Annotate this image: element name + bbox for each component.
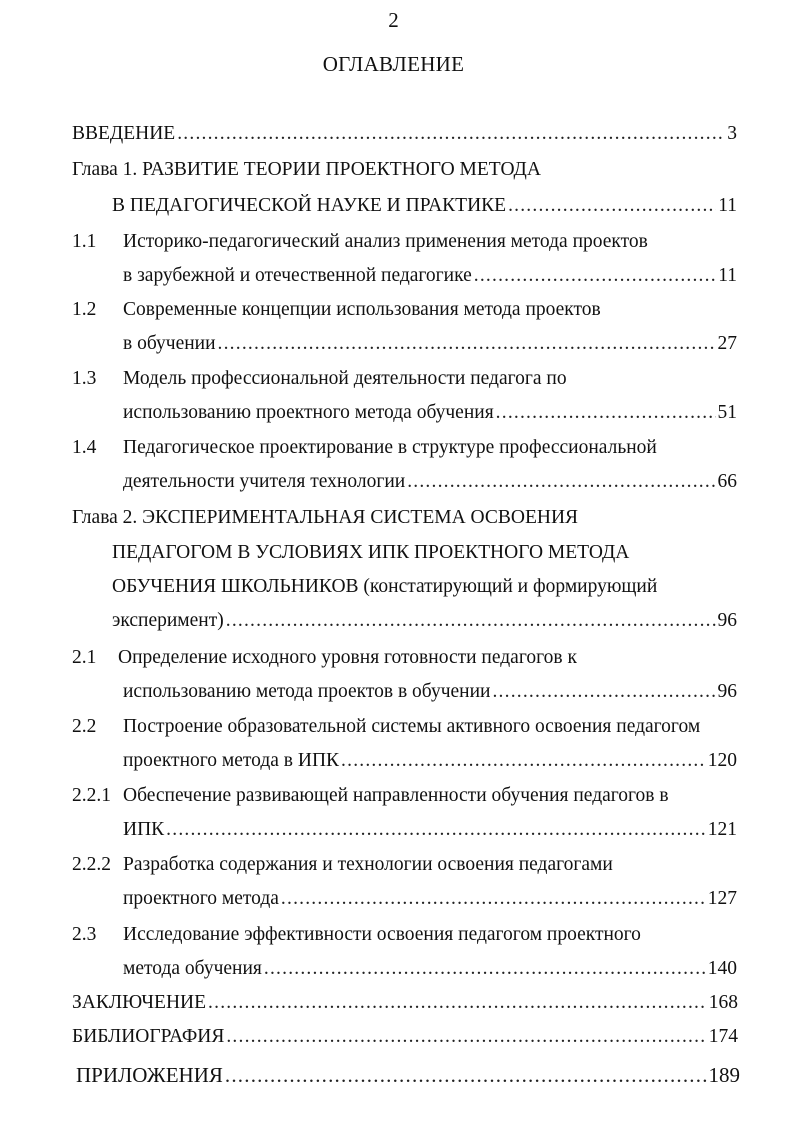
toc-chapter-1-title[interactable]: Глава 1. РАЗВИТИЕ ТЕОРИИ ПРОЕКТНОГО МЕТОДА [72, 159, 541, 180]
toc-entry-title: в зарубежной и отечественной педагогике [123, 265, 472, 286]
leader-dots [281, 886, 706, 912]
leader-dots [508, 193, 716, 219]
leader-dots [407, 469, 715, 495]
toc-entry-title: ПРИЛОЖЕНИЯ [76, 1063, 223, 1087]
toc-section-1-1[interactable] [123, 263, 737, 289]
leader-dots [218, 331, 716, 357]
toc-section-2-2-1-title[interactable]: Обеспечение развивающей направленности обучения педагогов в [123, 785, 669, 806]
toc-page-number: 140 [707, 958, 737, 979]
toc-entry-title: ИПК [123, 819, 165, 840]
toc-page-number: 168 [708, 992, 738, 1013]
toc-page-number: 51 [717, 402, 737, 423]
toc-chapter-2-title[interactable]: Глава 2. ЭКСПЕРИМЕНТАЛЬНАЯ СИСТЕМА ОСВОЕНИЯ [72, 507, 579, 528]
leader-dots [264, 956, 706, 982]
section-number: 1.3 [72, 368, 97, 389]
toc-page-number: 120 [707, 750, 737, 771]
toc-page-number: 127 [707, 888, 737, 909]
toc-section-2-2[interactable] [123, 748, 737, 774]
toc-entry-title: деятельности учителя технологии [123, 471, 406, 492]
section-number: 1.2 [72, 299, 97, 320]
toc-entry-title: метода обучения [123, 958, 262, 979]
toc-page-number: 189 [708, 1063, 740, 1087]
toc-section-2-2-2-title[interactable]: Разработка содержания и технологии освоения педагогами [123, 854, 613, 875]
section-number: 1.1 [72, 231, 97, 252]
leader-dots [341, 748, 706, 774]
leader-dots [208, 990, 707, 1016]
toc-page-number: 66 [717, 471, 737, 492]
leader-dots [225, 1062, 707, 1088]
toc-chapter-2-title-cont[interactable]: ПЕДАГОГОМ В УСЛОВИЯХ ИПК ПРОЕКТНОГО МЕТОДА [112, 542, 630, 563]
leader-dots [226, 1024, 706, 1050]
leader-dots [226, 608, 716, 634]
toc-section-2-1-title[interactable]: Определение исходного уровня готовности педагогов к [118, 647, 577, 668]
toc-section-1-3-title[interactable]: Модель профессиональной деятельности педагога по [123, 368, 567, 389]
toc-page-number: 11 [718, 265, 737, 286]
leader-dots [496, 400, 716, 426]
section-number: 2.3 [72, 924, 97, 945]
toc-section-2-2-1[interactable] [123, 817, 737, 843]
toc-page-number: 174 [708, 1026, 738, 1047]
section-number: 2.2.2 [72, 854, 111, 875]
toc-entry-appendices[interactable] [76, 1062, 740, 1088]
toc-section-1-3[interactable] [123, 400, 737, 426]
leader-dots [492, 679, 715, 705]
toc-entry-title: ВВЕДЕНИЕ [72, 123, 176, 144]
toc-entry-title: использованию проектного метода обучения [123, 402, 494, 423]
toc-section-2-3[interactable] [123, 956, 737, 982]
toc-entry-conclusion[interactable] [72, 990, 738, 1016]
section-number: 2.2 [72, 716, 97, 737]
toc-section-1-2[interactable] [123, 331, 737, 357]
leader-dots [474, 263, 716, 289]
toc-entry-title: эксперимент) [112, 610, 224, 631]
section-number: 2.2.1 [72, 785, 111, 806]
page-title: ОГЛАВЛЕНИЕ [322, 52, 465, 76]
toc-chapter-1[interactable] [112, 193, 737, 219]
toc-page-number: 121 [707, 819, 737, 840]
toc-section-1-4[interactable] [123, 469, 737, 495]
leader-dots [166, 817, 706, 843]
toc-section-2-1[interactable] [123, 679, 737, 705]
toc-page-number: 27 [717, 333, 737, 354]
toc-page-number: 11 [718, 195, 737, 216]
toc-section-2-3-title[interactable]: Исследование эффективности освоения педагогом проектного [123, 924, 641, 945]
toc-section-2-2-title[interactable]: Построение образовательной системы активного освоения педагогом [123, 716, 701, 737]
leader-dots [177, 121, 725, 147]
toc-entry-title: использованию метода проектов в обучении [123, 681, 491, 702]
toc-entry-title: проектного метода в ИПК [123, 750, 340, 771]
toc-page-number: 96 [717, 681, 737, 702]
section-number: 2.1 [72, 647, 97, 668]
toc-page-number: 3 [727, 123, 737, 144]
toc-entry-introduction[interactable] [72, 121, 737, 147]
toc-section-1-1-title[interactable]: Историко-педагогический анализ применения метода проектов [123, 231, 648, 252]
toc-section-1-4-title[interactable]: Педагогическое проектирование в структуре профессиональной [123, 437, 657, 458]
toc-entry-title: проектного метода [123, 888, 279, 909]
section-number: 1.4 [72, 437, 97, 458]
toc-entry-title: ЗАКЛЮЧЕНИЕ [72, 992, 207, 1013]
toc-entry-title: в обучении [123, 333, 216, 354]
toc-chapter-2[interactable] [112, 608, 737, 634]
page-number: 2 [388, 8, 399, 32]
toc-chapter-2-title-cont[interactable]: ОБУЧЕНИЯ ШКОЛЬНИКОВ (констатирующий и формирующий [112, 576, 658, 597]
toc-entry-title: В ПЕДАГОГИЧЕСКОЙ НАУКЕ И ПРАКТИКЕ [112, 195, 507, 216]
toc-page-number: 96 [717, 610, 737, 631]
toc-section-2-2-2[interactable] [123, 886, 737, 912]
toc-section-1-2-title[interactable]: Современные концепции использования метода проектов [123, 299, 601, 320]
toc-entry-title: БИБЛИОГРАФИЯ [72, 1026, 225, 1047]
toc-entry-bibliography[interactable] [72, 1024, 738, 1050]
